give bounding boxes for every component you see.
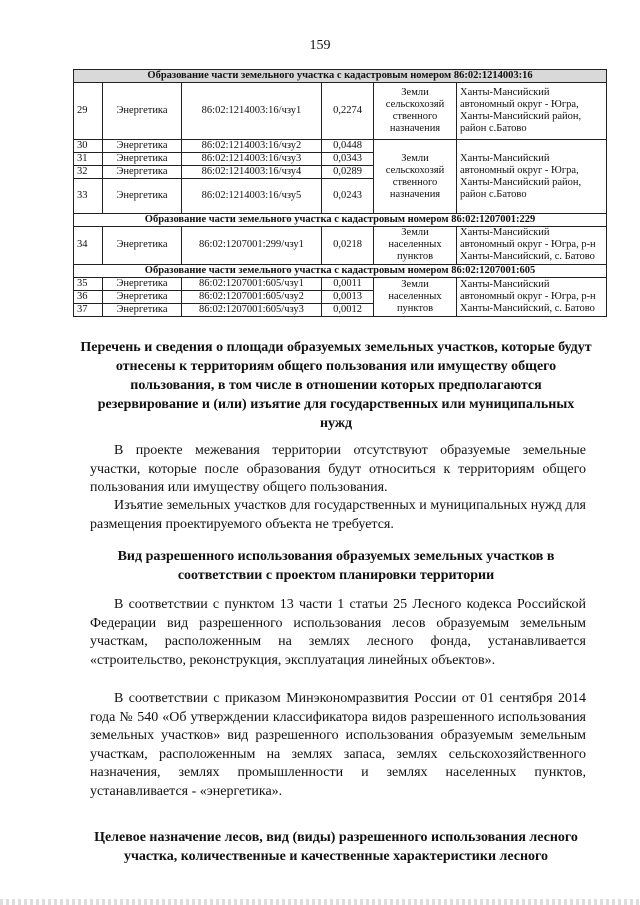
- row-cadastral-number: 86:02:1214003:16/чзу4: [182, 166, 322, 179]
- heading-permitted-use: Вид разрешенного использования образуемых земельных участков в соответствии с проектом планировки территории: [117, 549, 555, 583]
- scan-edge-artifact: [0, 899, 640, 905]
- row-name: Энергетика: [103, 83, 182, 140]
- table-row: [74, 140, 607, 153]
- table-section-header: [74, 264, 607, 277]
- land-plots-table: [73, 69, 607, 317]
- row-area: 0,0012: [322, 303, 374, 316]
- row-cadastral-number: 86:02:1214003:16/чзу2: [182, 140, 322, 153]
- row-cadastral-number: 86:02:1214003:16/чзу3: [182, 153, 322, 166]
- row-number: 35: [74, 277, 103, 290]
- section-title: Образование части земельного участка с кадастровым номером 86:02:1207001:605: [74, 264, 607, 277]
- paragraph-classifier-order: В соответствии с приказом Минэкономразвития России от 01 сентября 2014 года № 540 «Об утверждении классификатора видов разрешенного использования земельных участков» вид разрешенного использования образуемым земельным участкам, расположенным на землях запаса, землях сельскохозяйственного назначения, землях промышленности и землях населенных пунктов, устанавливается - «энергетика».: [90, 691, 586, 799]
- row-cadastral-number: 86:02:1214003:16/чзу1: [182, 83, 322, 140]
- row-cadastral-number: 86:02:1207001:605/чзу1: [182, 277, 322, 290]
- table-section-header: [74, 70, 607, 83]
- row-number: 30: [74, 140, 103, 153]
- page-number: 159: [309, 38, 331, 53]
- row-area: 0,0013: [322, 290, 374, 303]
- row-area: 0,0011: [322, 277, 374, 290]
- row-cadastral-number: 86:02:1214003:16/чзу5: [182, 179, 322, 214]
- row-area: 0,0343: [322, 153, 374, 166]
- row-location: Ханты-Мансийский автономный округ - Югра, Ханты-Мансийский район, район с.Батово: [457, 83, 607, 140]
- row-area: 0,2274: [322, 83, 374, 140]
- row-area: 0,0289: [322, 166, 374, 179]
- row-name: Энергетика: [103, 140, 182, 153]
- row-number: 31: [74, 153, 103, 166]
- table-section-header: [74, 214, 607, 227]
- row-cadastral-number: 86:02:1207001:299/чзу1: [182, 227, 322, 264]
- row-name: Энергетика: [103, 290, 182, 303]
- row-cadastral-number: 86:02:1207001:605/чзу3: [182, 303, 322, 316]
- table-row: [74, 277, 607, 290]
- row-area: 0,0448: [322, 140, 374, 153]
- row-name: Энергетика: [103, 166, 182, 179]
- row-cadastral-number: 86:02:1207001:605/чзу2: [182, 290, 322, 303]
- row-name: Энергетика: [103, 153, 182, 166]
- row-location: Ханты-Мансийский автономный округ - Югра, р-н Ханты-Мансийский, с. Батово: [457, 277, 607, 316]
- table-row: [74, 83, 607, 140]
- row-area: 0,0243: [322, 179, 374, 214]
- row-area: 0,0218: [322, 227, 374, 264]
- row-number: 34: [74, 227, 103, 264]
- paragraph-no-common-plots: В проекте межевания территории отсутствуют образуемые земельные участки, которые после образования будут относиться к территориям общего пользования или имуществу общего пользования.: [90, 443, 586, 495]
- row-land-category: Земли населенных пунктов: [374, 277, 457, 316]
- row-land-category: Земли сельскохозяй ственного назначения: [374, 140, 457, 214]
- row-land-category: Земли населенных пунктов: [374, 227, 457, 264]
- row-name: Энергетика: [103, 227, 182, 264]
- row-name: Энергетика: [103, 303, 182, 316]
- section-title: Образование части земельного участка с кадастровым номером 86:02:1207001:229: [74, 214, 607, 227]
- row-number: 29: [74, 83, 103, 140]
- row-name: Энергетика: [103, 179, 182, 214]
- row-land-category: Земли сельскохозяй ственного назначения: [374, 83, 457, 140]
- section-title: Образование части земельного участка с кадастровым номером 86:02:1214003:16: [74, 70, 607, 83]
- row-location: Ханты-Мансийский автономный округ - Югра, Ханты-Мансийский район, район с.Батово: [457, 140, 607, 214]
- row-number: 36: [74, 290, 103, 303]
- heading-forest-purpose: Целевое назначение лесов, вид (виды) разрешенного использования лесного участка, количественные и качественные характеристики лесного: [94, 830, 578, 864]
- row-number: 37: [74, 303, 103, 316]
- row-name: Энергетика: [103, 277, 182, 290]
- row-number: 33: [74, 179, 103, 214]
- paragraph-no-seizure: Изъятие земельных участков для государственных и муниципальных нужд для размещения проектируемого объекта не требуется.: [90, 498, 586, 532]
- table-row: [74, 227, 607, 264]
- row-location: Ханты-Мансийский автономный округ - Югра, р-н Ханты-Мансийский, с. Батово: [457, 227, 607, 264]
- heading-common-use-lands: Перечень и сведения о площади образуемых земельных участков, которые будут отнесены к территориям общего пользования или имуществу общего пользования, в том числе в отношении которых предполагаются резервирование и (или) изъятие для государственных или муниципальных нужд: [80, 340, 592, 431]
- paragraph-forest-code: В соответствии с пунктом 13 части 1 статьи 25 Лесного кодекса Российской Федерации вид разрешенного использования лесов образуемым земельным участкам, расположенным на землях лесного фонда, устанавливается «строительство, реконструкция, эксплуатация линейных объектов».: [90, 597, 586, 668]
- row-number: 32: [74, 166, 103, 179]
